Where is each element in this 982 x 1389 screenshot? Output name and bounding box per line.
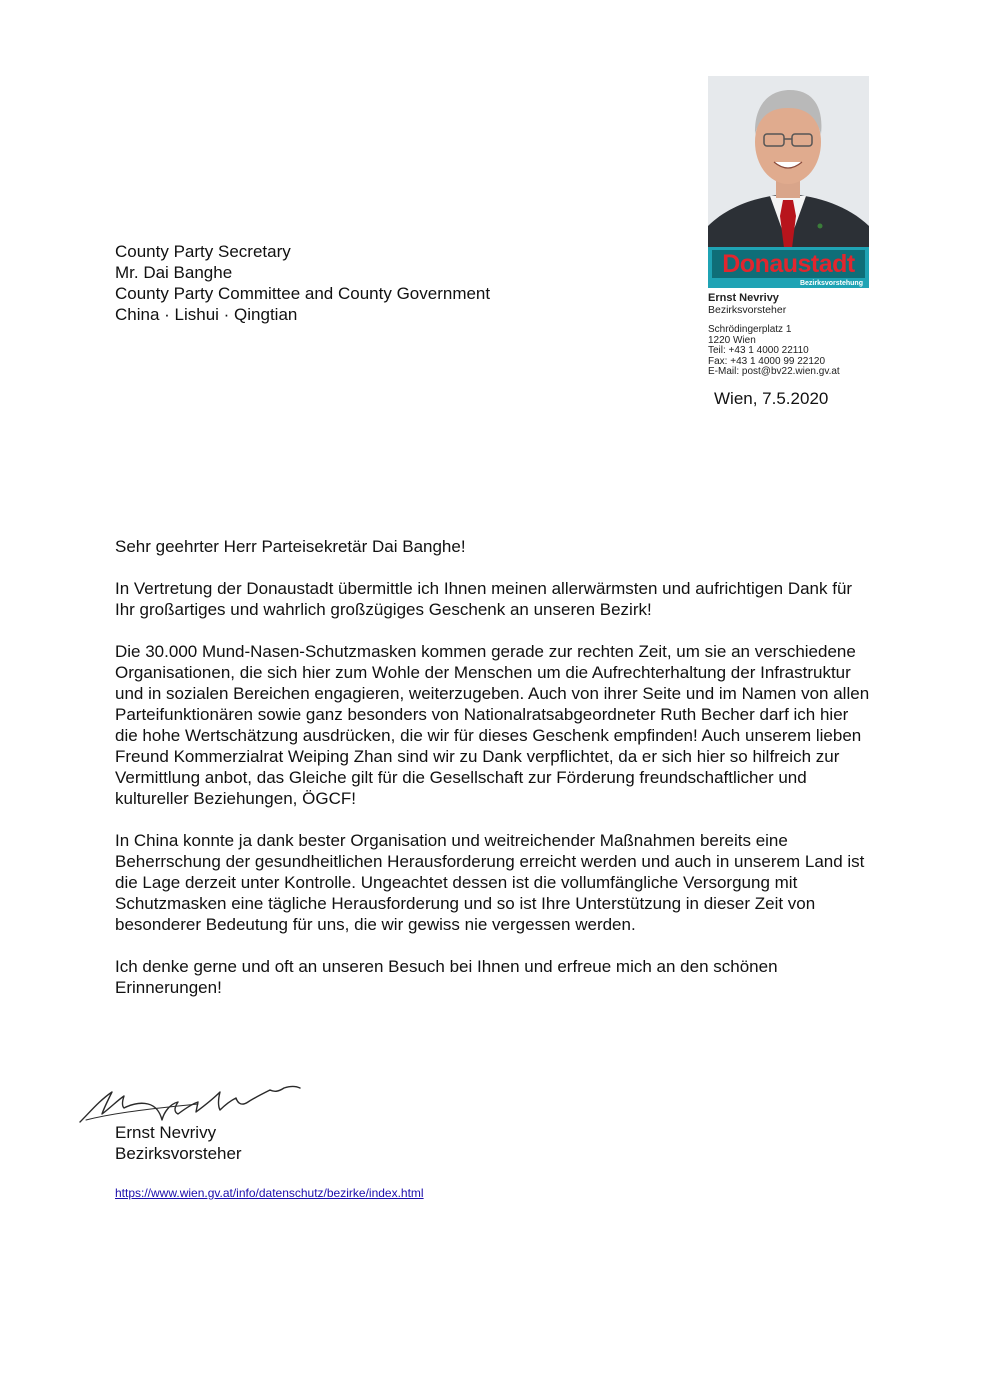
signature-title: Bezirksvorsteher bbox=[115, 1144, 242, 1163]
signature-name: Ernst Nevrivy bbox=[115, 1123, 217, 1142]
salutation: Sehr geehrter Herr Parteisekretär Dai Banghe! bbox=[115, 537, 466, 556]
address-line: Schrödingerplatz 1 bbox=[708, 324, 792, 335]
brand-bar bbox=[708, 247, 869, 288]
letterhead-title: Bezirksvorsteher bbox=[708, 304, 787, 316]
address-line: E-Mail: post@bv22.wien.gv.at bbox=[708, 366, 840, 377]
brand-subtitle: Bezirksvorstehung bbox=[799, 280, 863, 287]
handwritten-signature bbox=[78, 1082, 303, 1127]
letter-date: Wien, 7.5.2020 bbox=[714, 389, 829, 408]
letter-body bbox=[115, 536, 875, 1019]
body-paragraph: Die 30.000 Mund-Nasen-Schutzmasken kommen gerade zur rechten Zeit, um sie an verschiedene Organisationen, die sich hier zum Wohle der Menschen um die Aufrechterhaltung der Infrastruktur und in sozialen Bereichen engagieren, weiterzugeben. Auch von ihrer Seite und im Namen von allen Parteifunktionären sowie ganz besonders von Nationalratsabgeordneter Ruth Becher darf ich hier die hohe Wertschätzung ausdrücken, die wir für dieses Geschenk empfinden! Auch unserem lieben Freund Kommerzialrat Weiping Zhan sind wir zu Dank verpflichtet, da er sich hier so hilfreich zur Vermittlung anbot, das Gleiche gilt für die Gesellschaft zur Förderung freundschaftlicher und kultureller Beziehungen, ÖGCF! bbox=[115, 642, 870, 808]
body-paragraph: In Vertretung der Donaustadt übermittle ich Ihnen meinen allerwärmsten und aufrichtigen Dank für Ihr großartiges und wahrlich großzügiges Geschenk an unseren Bezirk! bbox=[115, 579, 853, 619]
brand-logo: Donaustadt bbox=[712, 250, 865, 278]
letterhead-name: Ernst Nevrivy bbox=[708, 292, 779, 304]
letterhead bbox=[708, 76, 888, 378]
letterhead-address bbox=[708, 325, 888, 378]
address-line: Fax: +43 1 4000 99 22120 bbox=[708, 355, 826, 367]
address-line: Teil: +43 1 4000 22110 bbox=[708, 345, 809, 356]
recipient-line: County Party Secretary bbox=[115, 242, 291, 261]
recipient-line: Mr. Dai Banghe bbox=[115, 263, 233, 282]
privacy-link[interactable]: https://www.wien.gv.at/info/datenschutz/bezirke/index.html bbox=[115, 1186, 424, 1200]
signature-block bbox=[115, 1122, 242, 1164]
recipient-line: China · Lishui · Qingtian bbox=[115, 305, 298, 324]
portrait-photo bbox=[708, 76, 869, 288]
address-line: 1220 Wien bbox=[708, 334, 756, 346]
recipient-line: County Party Committee and County Government bbox=[115, 284, 491, 303]
body-paragraph: In China konnte ja dank bester Organisation und weitreichender Maßnahmen bereits eine Beherrschung der gesundheitlichen Herausforderung erreicht werden und auch in unserem Land ist die Lage derzeit unter Kontrolle. Ungeachtet dessen ist die vollumfängliche Versorgung mit Schutzmasken eine tägliche Herausforderung und so ist Ihre Unterstützung in dieser Zeit von besonderer Bedeutung für uns, die wir gewiss nie vergessen werden. bbox=[115, 831, 865, 934]
body-paragraph: Ich denke gerne und oft an unseren Besuch bei Ihnen und erfreue mich an den schönen Erinnerungen! bbox=[115, 957, 778, 997]
recipient-address bbox=[115, 241, 490, 325]
